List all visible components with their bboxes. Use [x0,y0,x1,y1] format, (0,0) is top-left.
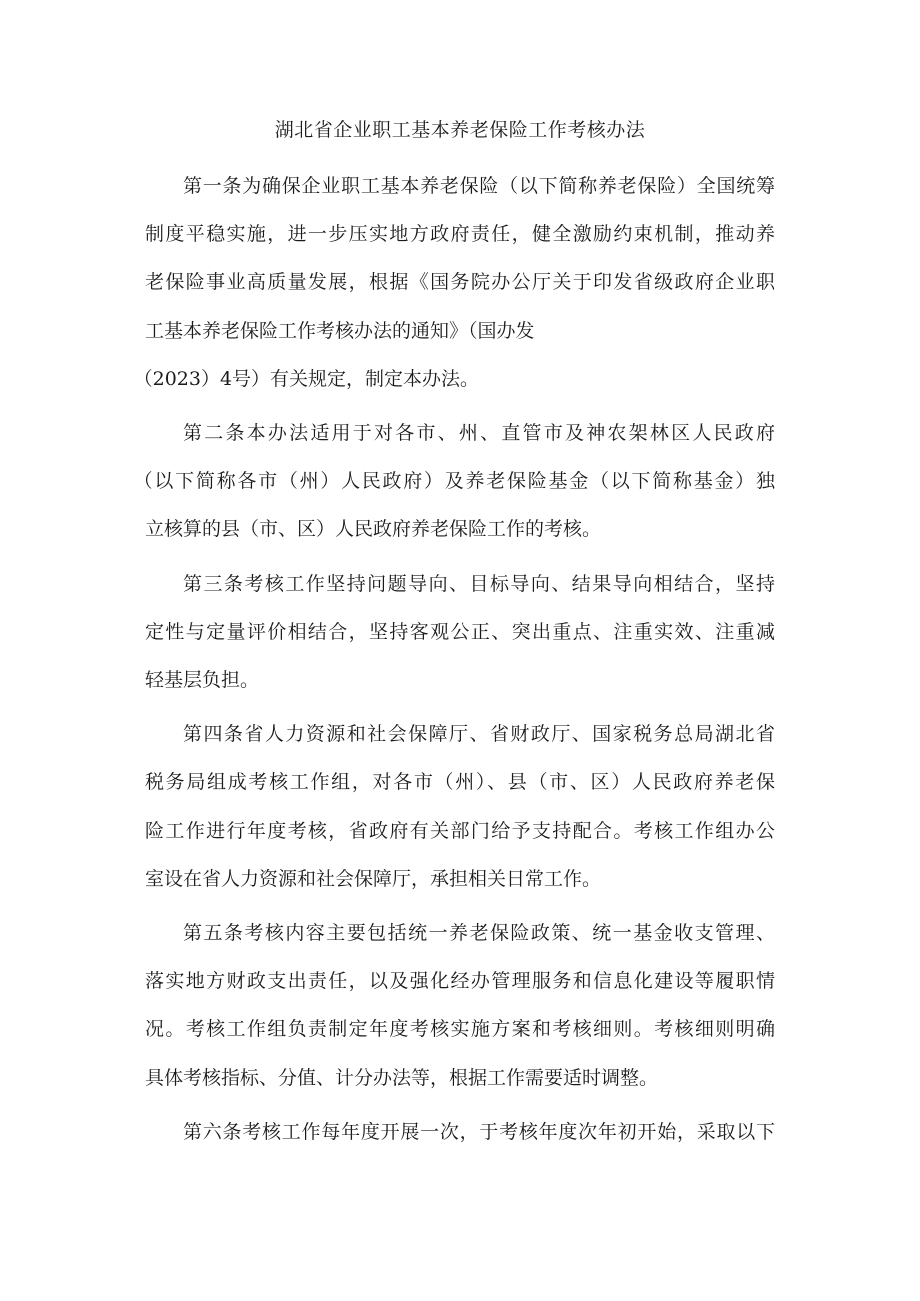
text-line: 第三条考核工作坚持问题导向、目标导向、结果导向相结合，坚持 [183,572,775,595]
text-line: 工基本养老保险工作考核办法的通知》（国办发 [145,319,535,342]
text-line: 定性与定量评价相结合，坚持客观公正、突出重点、注重实效、注重减 [145,620,775,643]
text-line: 老保险事业高质量发展，根据《国务院办公厅关于印发省级政府企业职 [145,271,775,294]
article-2 [133,409,775,554]
text-line: 具体考核指标、分值、计分办法等，根据工作需要适时调整。 [145,1066,659,1089]
text-line: 立核算的县（市、区）人民政府养老保险工作的考核。 [145,518,602,541]
text-line: 险工作进行年度考核，省政府有关部门给予支持配合。考核工作组办公 [145,819,775,842]
text-line: 税务局组成考核工作组，对各市（州）、县（市、区）人民政府养老保 [145,771,775,794]
article-1 [133,162,775,403]
text-line: 制度平稳实施，进一步压实地方政府责任，健全激励约束机制，推动养 [145,223,775,246]
document-title: 湖北省企业职工基本养老保险工作考核办法 [274,119,646,141]
article-5 [145,909,775,1102]
text-line: 室设在省人力资源和社会保障厅，承担相关日常工作。 [145,867,602,890]
article-4 [145,710,775,903]
text-line: （以下简称各市（州）人民政府）及养老保险基金（以下简称基金）独 [133,470,775,493]
text-line: （2023）4号）有关规定，制定本办法。 [133,367,480,390]
text-line: 况。考核工作组负责制定年度考核实施方案和考核细则。考核细则明确 [145,1018,775,1041]
text-line: 第一条为确保企业职工基本养老保险（以下简称养老保险）全国统筹 [183,175,775,197]
text-line: 轻基层负担。 [145,669,260,692]
text-line: 落实地方财政支出责任，以及强化经办管理服务和信息化建设等履职情 [145,970,775,993]
document-body [133,162,775,1162]
text-line: 第六条考核工作每年度开展一次，于考核年度次年初开始，采取以下 [183,1120,775,1143]
text-line: 第五条考核内容主要包括统一养老保险政策、统一基金收支管理、 [183,922,775,945]
text-line: 第四条省人力资源和社会保障厅、省财政厅、国家税务总局湖北省 [183,723,775,746]
article-6 [145,1108,775,1156]
article-3 [145,560,775,705]
text-line: 第二条本办法适用于对各市、州、直管市及神农架林区人民政府 [183,422,775,445]
